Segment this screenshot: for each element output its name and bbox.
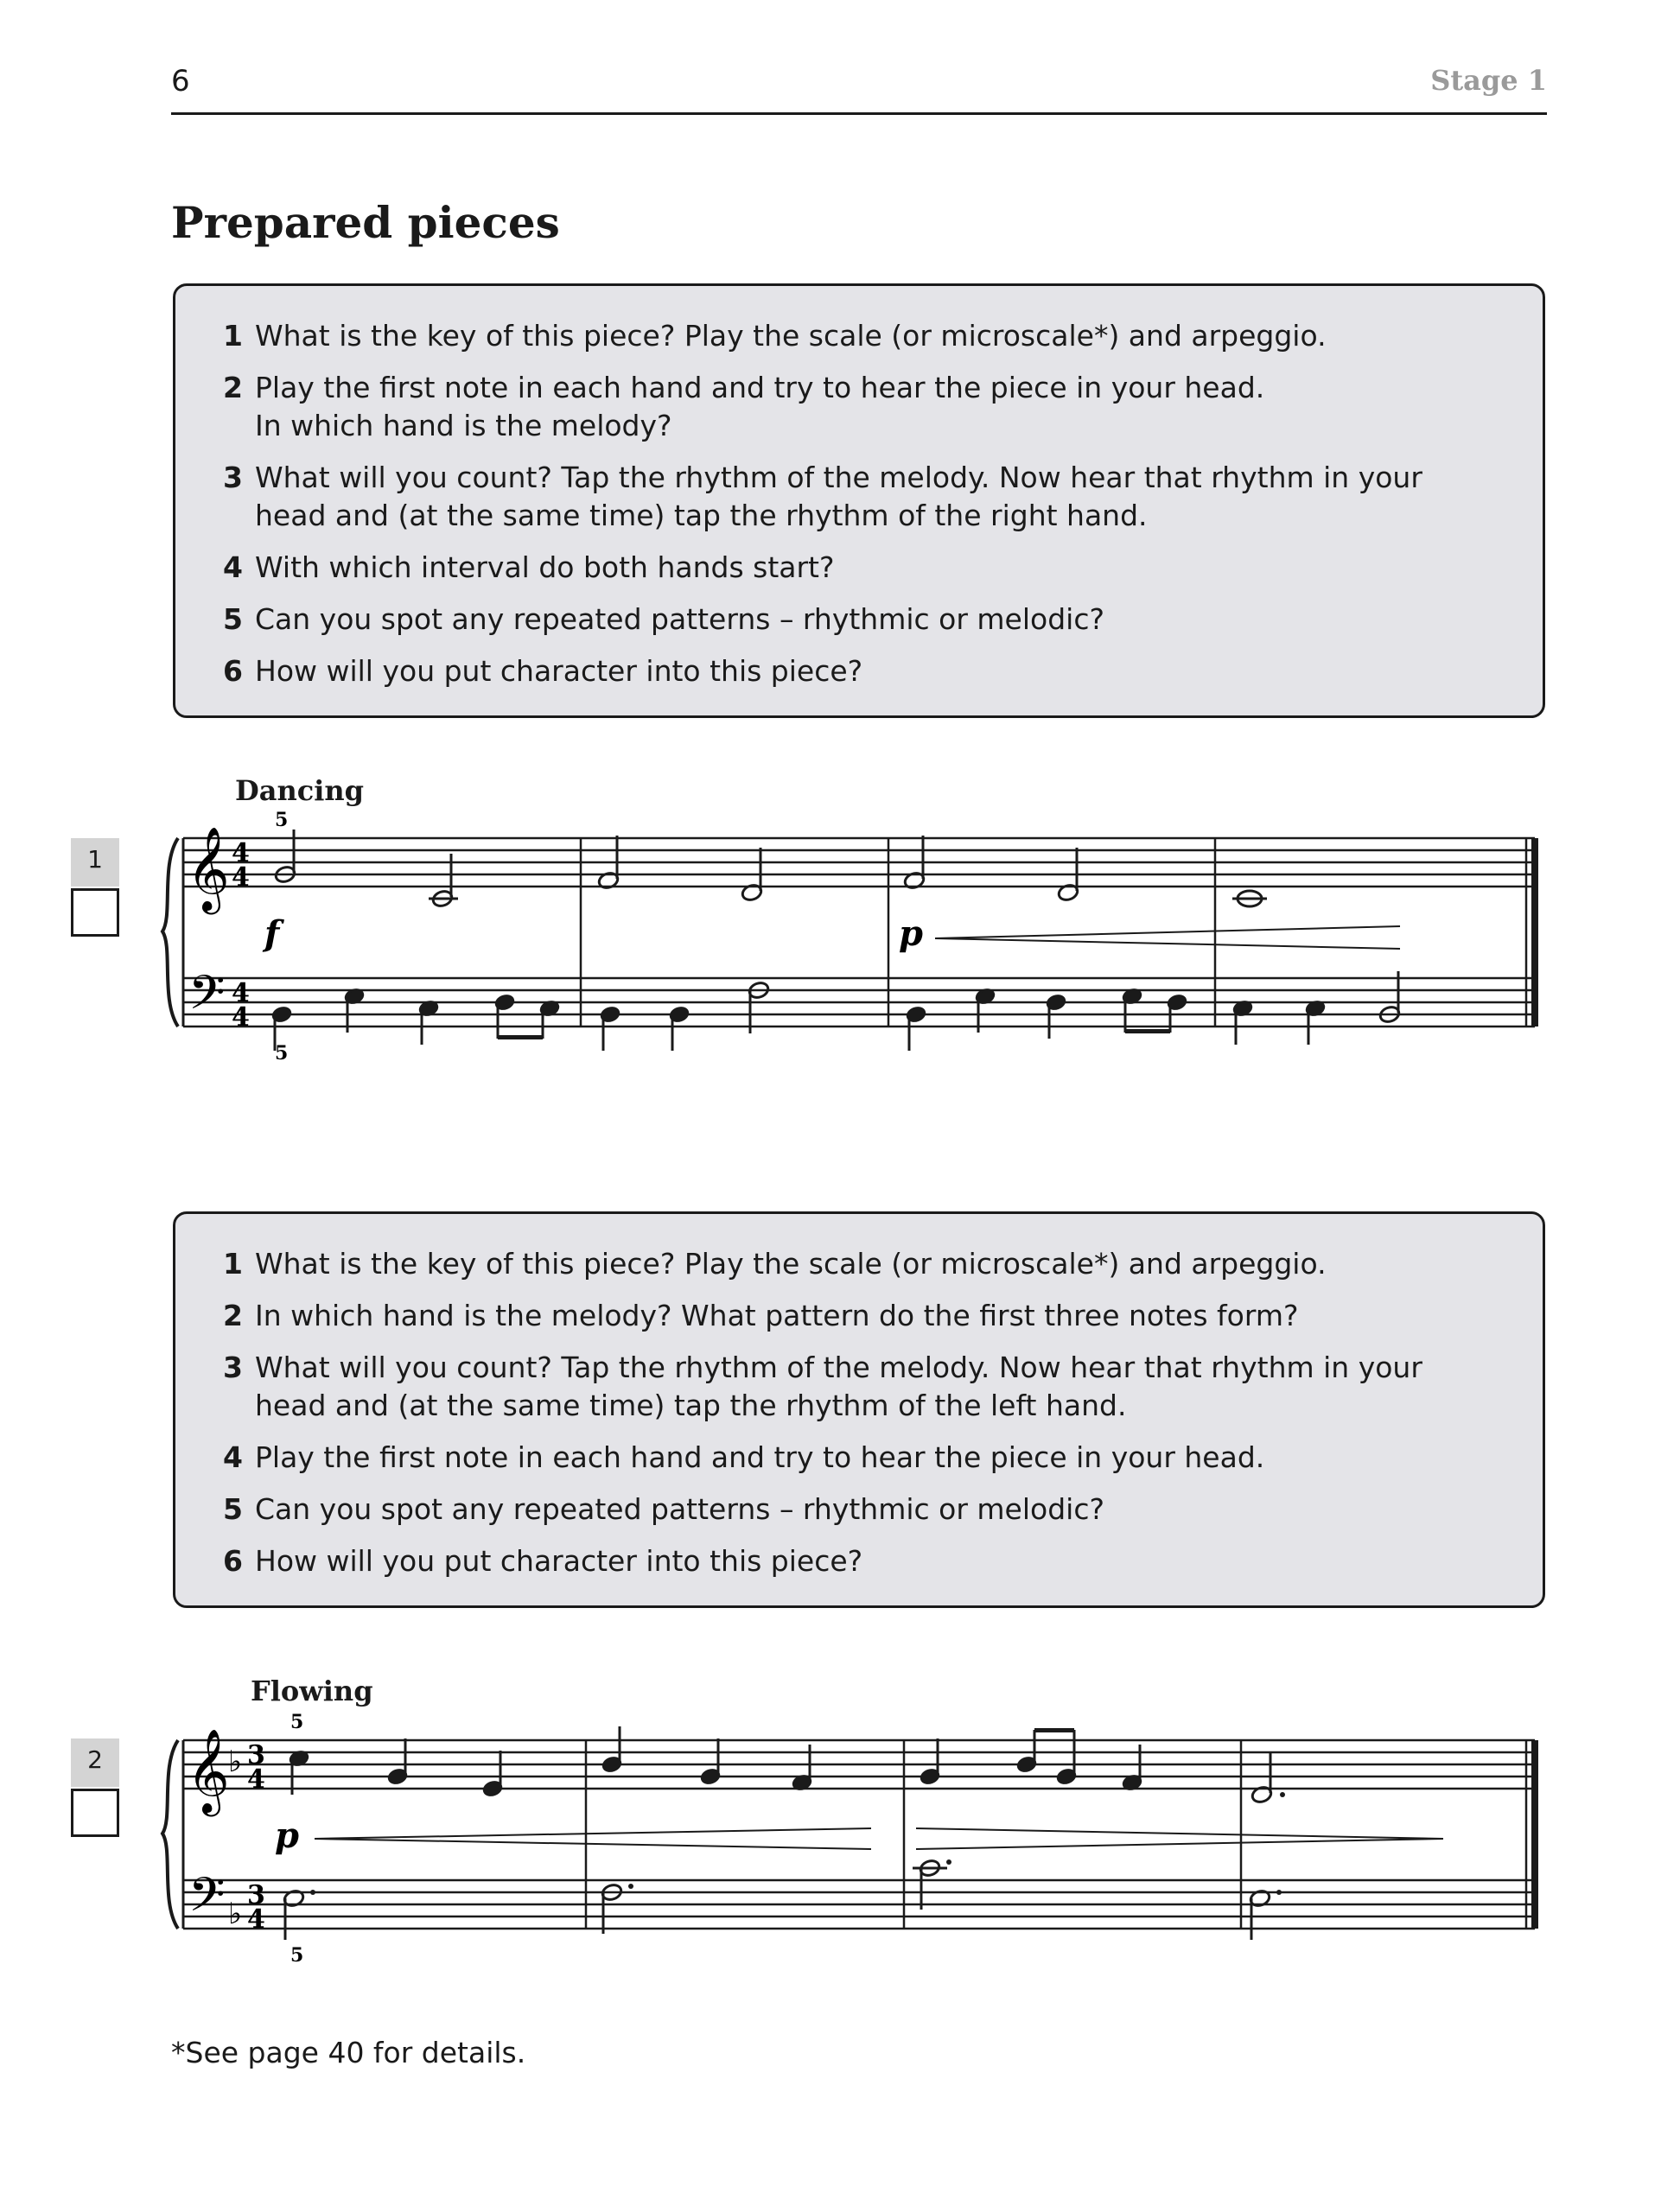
treble-fingering: 5 [290, 1711, 304, 1733]
treble-clef: 𝄞 [187, 826, 230, 911]
final-barline [1531, 838, 1538, 1027]
brace [162, 838, 178, 1027]
question-box-2 [173, 1211, 1545, 1608]
bass-clef: 𝄢 [188, 1867, 226, 1934]
time-sig-bottom: 4 [232, 862, 250, 893]
barlines [586, 1740, 1526, 1929]
bass-notes [271, 988, 1326, 1051]
treble-clef: 𝄞 [187, 1728, 230, 1813]
final-barline [1531, 1740, 1538, 1929]
bass-fingering: 5 [290, 1944, 304, 1967]
dot [1280, 1792, 1285, 1797]
time-sig-bottom: 4 [247, 1764, 265, 1795]
diminuendo-hairpin [916, 1828, 1443, 1849]
piece-2-tempo: Flowing [251, 1675, 373, 1707]
treble-fingering: 5 [275, 809, 289, 831]
question-text: Can you spot any repeated patterns – rhythmic or melodic? [255, 1492, 1104, 1526]
crescendo-hairpin [315, 1828, 871, 1849]
question-text: What will you count? Tap the rhythm of the melody. Now hear that rhythm in your head and (at the same time) tap the rhythm of the right hand. [255, 461, 1422, 532]
question-text: Play the first note in each hand and try to hear the piece in your head. [255, 1440, 1265, 1474]
question-text: What will you count? Tap the rhythm of the melody. Now hear that rhythm in your head and (at the same time) tap the rhythm of the left hand. [255, 1351, 1422, 1422]
question-number: 2 [223, 1299, 243, 1332]
question-number: 3 [223, 1351, 243, 1384]
treble-staff [183, 838, 1535, 887]
dynamic-p: p [899, 913, 923, 954]
dynamic-f: f [264, 913, 280, 954]
question-number: 5 [223, 602, 243, 636]
question-text: Play the first note in each hand and try to hear the piece in your head. In which hand is the melody? [255, 371, 1265, 442]
treble-staff [183, 1740, 1535, 1789]
bass-fingering: 5 [275, 1042, 289, 1065]
time-sig-top: 4 [232, 838, 250, 868]
question-text: In which hand is the melody? What pattern do the first three notes form? [255, 1299, 1299, 1332]
question-number: 3 [223, 461, 243, 494]
treble-notes [274, 830, 1267, 908]
piece-2-score [0, 1676, 1661, 1987]
stage-label: Stage 1 [1430, 64, 1547, 97]
diminuendo-hairpin [935, 926, 1400, 949]
question-text: Can you spot any repeated patterns – rhythmic or melodic? [255, 602, 1104, 636]
page-number: 6 [171, 64, 190, 99]
time-sig-bottom: 4 [232, 1002, 250, 1033]
question-text: How will you put character into this piece? [255, 1544, 863, 1578]
treble-notes [289, 1726, 1142, 1797]
bass-staff [183, 1880, 1535, 1929]
footnote: *See page 40 for details. [171, 2036, 526, 2069]
question-text: What is the key of this piece? Play the scale (or microscale*) and arpeggio. [255, 1247, 1327, 1281]
time-sig-top: 4 [232, 978, 250, 1008]
dots [310, 1859, 1282, 1895]
flat-sign: ♭ [228, 1897, 243, 1931]
piece-1-score [0, 0, 1661, 1089]
bass-clef: 𝄢 [188, 965, 226, 1032]
piece-2-number: 2 [87, 1745, 103, 1774]
question-number: 1 [223, 319, 243, 353]
question-number: 1 [223, 1247, 243, 1281]
treble-dotted-half [1251, 1751, 1273, 1804]
question-text: With which interval do both hands start? [255, 550, 835, 584]
time-sig-bottom: 4 [247, 1904, 265, 1935]
section-title: Prepared pieces [171, 197, 560, 248]
piece-1-number: 1 [87, 845, 103, 874]
question-number: 4 [223, 1440, 243, 1474]
time-sig-top: 3 [247, 1880, 265, 1910]
dynamic-p: p [275, 1815, 299, 1856]
piece-1-tempo: Dancing [235, 774, 365, 807]
question-number: 6 [223, 654, 243, 688]
question-number: 6 [223, 1544, 243, 1578]
time-sig-top: 3 [247, 1740, 265, 1770]
question-text: How will you put character into this piece? [255, 654, 863, 688]
question-text: What is the key of this piece? Play the scale (or microscale*) and arpeggio. [255, 319, 1327, 353]
brace [162, 1740, 178, 1929]
flat-sign: ♭ [228, 1745, 243, 1779]
question-number: 2 [223, 371, 243, 404]
question-number: 5 [223, 1492, 243, 1526]
question-number: 4 [223, 550, 243, 584]
bass-staff [183, 978, 1535, 1027]
